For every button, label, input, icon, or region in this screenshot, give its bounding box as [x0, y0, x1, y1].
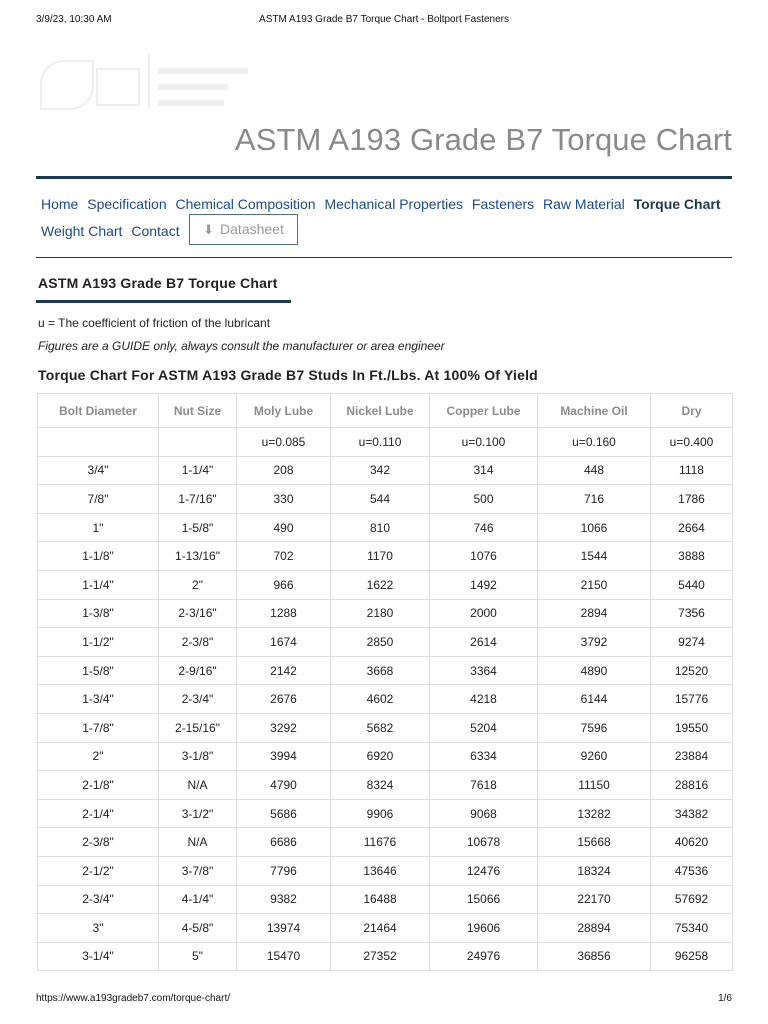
table-cell: 1" — [38, 513, 159, 542]
table-cell: 500 — [430, 485, 538, 514]
table-cell: 9260 — [538, 742, 651, 771]
table-cell: 13974 — [237, 914, 331, 943]
table-cell: 1288 — [237, 599, 331, 628]
header-moly-lube: Moly Lube — [237, 394, 331, 428]
table-cell: 2-3/16" — [159, 599, 237, 628]
table-cell: 9906 — [331, 799, 430, 828]
table-cell: 5440 — [651, 570, 733, 599]
table-row — [38, 713, 733, 742]
table-cell: 6144 — [538, 685, 651, 714]
table-cell: 3/4" — [38, 456, 159, 485]
table-cell: 18324 — [538, 856, 651, 885]
table-cell: 1-1/4" — [38, 570, 159, 599]
torque-table — [37, 393, 733, 971]
table-cell: N/A — [159, 828, 237, 857]
table-row — [38, 570, 733, 599]
table-row — [38, 828, 733, 857]
table-row — [38, 599, 733, 628]
table-row — [38, 456, 733, 485]
header-divider — [36, 176, 732, 179]
print-datetime: 3/9/23, 10:30 AM — [36, 14, 112, 25]
table-cell: 2-1/8" — [38, 771, 159, 800]
table-cell: N/A — [159, 771, 237, 800]
header-bolt-diameter: Bolt Diameter — [38, 394, 159, 428]
table-cell: 1118 — [651, 456, 733, 485]
table-row — [38, 542, 733, 571]
table-cell: 4218 — [430, 685, 538, 714]
friction-note: u = The coefficient of friction of the lubricant — [38, 316, 271, 330]
table-cell: 342 — [331, 456, 430, 485]
table-cell: 3-1/4" — [38, 942, 159, 971]
table-cell: 28894 — [538, 914, 651, 943]
table-cell: 7/8" — [38, 485, 159, 514]
table-cell: 330 — [237, 485, 331, 514]
table-row — [38, 656, 733, 685]
table-cell: 7618 — [430, 771, 538, 800]
table-cell: 34382 — [651, 799, 733, 828]
nav-row-secondary — [41, 223, 185, 239]
table-row — [38, 685, 733, 714]
table-cell: 1076 — [430, 542, 538, 571]
print-header — [0, 14, 768, 30]
table-cell: u=0.100 — [430, 428, 538, 457]
table-cell: 75340 — [651, 914, 733, 943]
table-cell: 2-15/16" — [159, 713, 237, 742]
table-cell: 2150 — [538, 570, 651, 599]
table-cell: 2-3/4" — [159, 685, 237, 714]
table-cell: 1-7/16" — [159, 485, 237, 514]
table-cell: 2850 — [331, 628, 430, 657]
table-cell: 15668 — [538, 828, 651, 857]
table-cell: 15066 — [430, 885, 538, 914]
table-cell: 47536 — [651, 856, 733, 885]
table-cell: 6334 — [430, 742, 538, 771]
nav-specification[interactable]: Specification — [87, 196, 167, 212]
page-title: ASTM A193 Grade B7 Torque Chart — [234, 122, 732, 157]
table-cell: 12520 — [651, 656, 733, 685]
table-row — [38, 856, 733, 885]
print-page-title: ASTM A193 Grade B7 Torque Chart - Boltport Fasteners — [259, 14, 509, 25]
table-cell: 5" — [159, 942, 237, 971]
section-underline — [36, 300, 291, 303]
nav-torque-chart[interactable]: Torque Chart — [633, 196, 721, 212]
table-row — [38, 799, 733, 828]
nav-chemical-composition[interactable]: Chemical Composition — [175, 196, 316, 212]
table-cell: 1066 — [538, 513, 651, 542]
header-machine-oil: Machine Oil — [538, 394, 651, 428]
table-cell: 3668 — [331, 656, 430, 685]
table-cell: 27352 — [331, 942, 430, 971]
table-cell: 2664 — [651, 513, 733, 542]
datasheet-label: Datasheet — [220, 221, 284, 237]
nav-contact[interactable]: Contact — [131, 223, 180, 239]
table-cell: 16488 — [331, 885, 430, 914]
datasheet-button[interactable] — [189, 214, 298, 245]
table-row — [38, 914, 733, 943]
table-row — [38, 742, 733, 771]
table-cell: 8324 — [331, 771, 430, 800]
table-cell: 3994 — [237, 742, 331, 771]
table-row — [38, 885, 733, 914]
table-cell: 544 — [331, 485, 430, 514]
table-cell: 1786 — [651, 485, 733, 514]
nav-row-primary — [41, 196, 725, 212]
table-cell: 2142 — [237, 656, 331, 685]
table-cell: 4890 — [538, 656, 651, 685]
table-cell: 448 — [538, 456, 651, 485]
site-logo[interactable] — [36, 50, 256, 120]
table-cell: 716 — [538, 485, 651, 514]
table-cell: 24976 — [430, 942, 538, 971]
table-cell: 9274 — [651, 628, 733, 657]
table-cell: 314 — [430, 456, 538, 485]
table-cell — [38, 428, 159, 457]
table-cell: u=0.160 — [538, 428, 651, 457]
download-icon: ⬇ — [203, 222, 215, 237]
table-row — [38, 513, 733, 542]
table-cell: 2180 — [331, 599, 430, 628]
table-cell: 746 — [430, 513, 538, 542]
table-cell: 3-1/8" — [159, 742, 237, 771]
table-cell: 3-1/2" — [159, 799, 237, 828]
table-cell: 36856 — [538, 942, 651, 971]
table-cell: 2-3/8" — [38, 828, 159, 857]
table-cell: 2-9/16" — [159, 656, 237, 685]
table-cell: 4790 — [237, 771, 331, 800]
table-cell: 96258 — [651, 942, 733, 971]
table-cell: 3292 — [237, 713, 331, 742]
table-row — [38, 942, 733, 971]
table-cell: 6686 — [237, 828, 331, 857]
table-cell: 2" — [159, 570, 237, 599]
table-cell: 13646 — [331, 856, 430, 885]
table-cell: 40620 — [651, 828, 733, 857]
table-cell: 7356 — [651, 599, 733, 628]
table-cell: 1-7/8" — [38, 713, 159, 742]
table-cell: 1674 — [237, 628, 331, 657]
table-cell: 2" — [38, 742, 159, 771]
table-cell: 1622 — [331, 570, 430, 599]
table-cell: 2894 — [538, 599, 651, 628]
table-cell: 4602 — [331, 685, 430, 714]
table-cell: 2676 — [237, 685, 331, 714]
table-cell: 1170 — [331, 542, 430, 571]
nav-divider — [36, 257, 732, 258]
table-cell: 1-13/16" — [159, 542, 237, 571]
nav-weight-chart[interactable]: Weight Chart — [41, 223, 123, 239]
table-row — [38, 628, 733, 657]
table-cell: 7796 — [237, 856, 331, 885]
nav-mechanical-properties[interactable]: Mechanical Properties — [324, 196, 463, 212]
table-cell: 2-3/4" — [38, 885, 159, 914]
table-cell: 3888 — [651, 542, 733, 571]
table-cell — [159, 428, 237, 457]
table-cell: 3364 — [430, 656, 538, 685]
table-cell: 9382 — [237, 885, 331, 914]
table-cell: 22170 — [538, 885, 651, 914]
table-cell: 1544 — [538, 542, 651, 571]
table-cell: 702 — [237, 542, 331, 571]
print-url: https://www.a193gradeb7.com/torque-chart/ — [36, 993, 230, 1004]
table-cell: 4-1/4" — [159, 885, 237, 914]
header-dry: Dry — [651, 394, 733, 428]
coefficient-row — [38, 428, 733, 457]
table-cell: 1-1/2" — [38, 628, 159, 657]
table-cell: 19606 — [430, 914, 538, 943]
table-cell: 1-5/8" — [38, 656, 159, 685]
table-cell: 1-1/8" — [38, 542, 159, 571]
table-cell: 2-3/8" — [159, 628, 237, 657]
header-nut-size: Nut Size — [159, 394, 237, 428]
table-cell: 2-1/2" — [38, 856, 159, 885]
table-cell: 11150 — [538, 771, 651, 800]
table-cell: 5686 — [237, 799, 331, 828]
table-row — [38, 771, 733, 800]
table-cell: 13282 — [538, 799, 651, 828]
table-body — [38, 428, 733, 971]
header-copper-lube: Copper Lube — [430, 394, 538, 428]
table-cell: 3-7/8" — [159, 856, 237, 885]
table-title: Torque Chart For ASTM A193 Grade B7 Studs In Ft./Lbs. At 100% Of Yield — [38, 367, 538, 383]
nav-raw-material[interactable]: Raw Material — [543, 196, 625, 212]
table-cell: 11676 — [331, 828, 430, 857]
table-cell: 3792 — [538, 628, 651, 657]
table-cell: 1492 — [430, 570, 538, 599]
table-cell: 7596 — [538, 713, 651, 742]
table-cell: 1-3/8" — [38, 599, 159, 628]
table-row — [38, 485, 733, 514]
section-title: ASTM A193 Grade B7 Torque Chart — [38, 275, 278, 291]
table-cell: 1-1/4" — [159, 456, 237, 485]
table-cell: 4-5/8" — [159, 914, 237, 943]
table-cell: 810 — [331, 513, 430, 542]
nav-fasteners[interactable]: Fasteners — [471, 196, 535, 212]
header-nickel-lube: Nickel Lube — [331, 394, 430, 428]
table-header-row — [38, 394, 733, 428]
table-cell: 23884 — [651, 742, 733, 771]
table-cell: 12476 — [430, 856, 538, 885]
table-cell: u=0.400 — [651, 428, 733, 457]
print-page-number: 1/6 — [718, 993, 732, 1004]
guide-note: Figures are a GUIDE only, always consult the manufacturer or area engineer — [38, 339, 445, 353]
table-cell: 10678 — [430, 828, 538, 857]
nav-home[interactable]: Home — [41, 196, 79, 212]
table-cell: 3" — [38, 914, 159, 943]
table-cell: 5204 — [430, 713, 538, 742]
table-cell: 2-1/4" — [38, 799, 159, 828]
table-cell: 28816 — [651, 771, 733, 800]
table-cell: 1-3/4" — [38, 685, 159, 714]
table-cell: u=0.110 — [331, 428, 430, 457]
table-cell: 19550 — [651, 713, 733, 742]
table-cell: 2000 — [430, 599, 538, 628]
table-cell: 57692 — [651, 885, 733, 914]
table-cell: 6920 — [331, 742, 430, 771]
table-cell: 5682 — [331, 713, 430, 742]
table-cell: 21464 — [331, 914, 430, 943]
table-cell: 1-5/8" — [159, 513, 237, 542]
table-cell: 208 — [237, 456, 331, 485]
table-cell: 9068 — [430, 799, 538, 828]
table-cell: 490 — [237, 513, 331, 542]
table-cell: 966 — [237, 570, 331, 599]
table-cell: 15776 — [651, 685, 733, 714]
table-cell: 15470 — [237, 942, 331, 971]
table-cell: 2614 — [430, 628, 538, 657]
table-cell: u=0.085 — [237, 428, 331, 457]
logo-mark-icon — [40, 54, 150, 114]
